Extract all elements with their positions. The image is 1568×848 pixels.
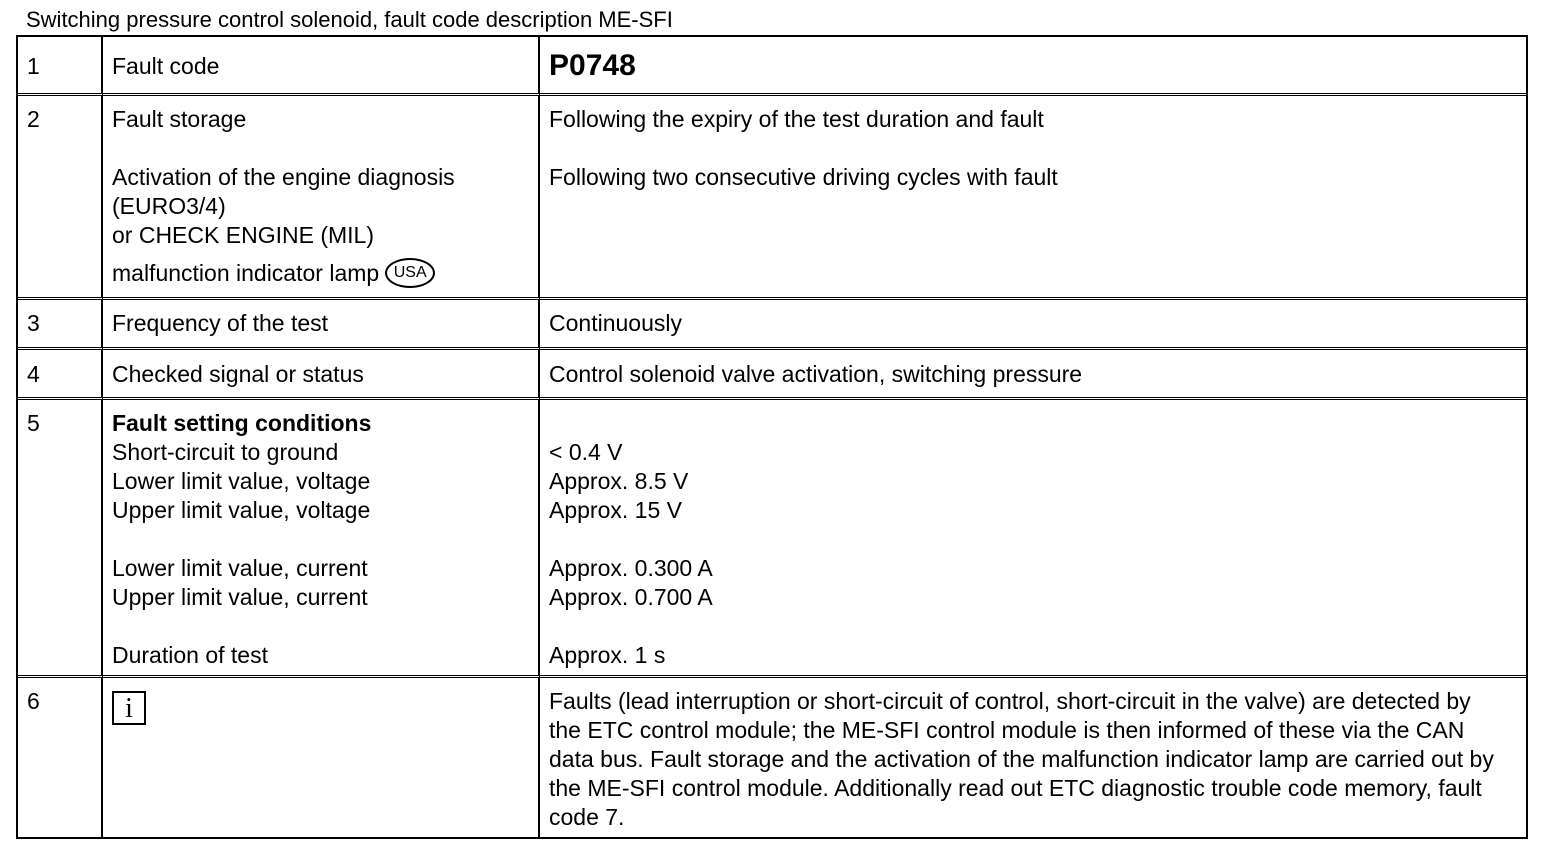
row-value xyxy=(540,400,1526,678)
fault-code-value xyxy=(540,37,1526,96)
usa-badge-icon: USA xyxy=(385,258,435,288)
row-label: Fault code xyxy=(103,37,540,96)
condition-value: < 0.4 V xyxy=(549,439,623,465)
row-number: 5 xyxy=(18,400,103,678)
condition-label: Lower limit value, voltage xyxy=(112,468,371,494)
note-text: Faults (lead interruption or short-circuit of control, short-circuit in the valve) are detected by the ETC control module; the ME-SFI control module is then informed of these via the CAN data bus. Fault storage and the activation of the malfunction indicator lamp are carried out by the ME-SFI control module. Additionally read out ETC diagnostic trouble code memory, fault code 7. xyxy=(549,688,1494,830)
table-row xyxy=(18,96,1526,300)
row-label xyxy=(103,678,540,837)
row-number: 2 xyxy=(18,96,103,300)
table-row xyxy=(18,678,1526,837)
row-label: Checked signal or status xyxy=(103,350,540,400)
table-row xyxy=(18,37,1526,96)
row-value: Control solenoid valve activation, switching pressure xyxy=(540,350,1526,400)
condition-label: Duration of test xyxy=(112,642,268,668)
value-line: Following the expiry of the test duration and fault xyxy=(549,106,1044,132)
label-line-with-badge xyxy=(112,258,538,288)
row-label xyxy=(103,400,540,678)
row-number: 6 xyxy=(18,678,103,837)
row-value xyxy=(540,678,1526,837)
conditions-heading: Fault setting conditions xyxy=(112,410,372,436)
condition-value: Approx. 0.700 A xyxy=(549,584,713,610)
row-value: Continuously xyxy=(540,300,1526,350)
row-label xyxy=(103,96,540,300)
row-label: Frequency of the test xyxy=(103,300,540,350)
row-number: 3 xyxy=(18,300,103,350)
condition-label: Upper limit value, current xyxy=(112,584,368,610)
fault-code: P0748 xyxy=(549,49,636,82)
label-line: malfunction indicator lamp xyxy=(112,260,380,286)
row-number: 1 xyxy=(18,37,103,96)
label-line: or CHECK ENGINE (MIL) xyxy=(112,222,374,248)
label-line: (EURO3/4) xyxy=(112,193,226,219)
label-line: Fault storage xyxy=(112,106,247,132)
document-title: Switching pressure control solenoid, fault code description ME-SFI xyxy=(26,7,673,32)
row-value xyxy=(540,96,1526,300)
row-number: 4 xyxy=(18,350,103,400)
table-row xyxy=(18,300,1526,350)
value-line: Following two consecutive driving cycles with fault xyxy=(549,164,1058,190)
condition-value: Approx. 8.5 V xyxy=(549,468,689,494)
condition-label: Short-circuit to ground xyxy=(112,439,339,465)
table-row xyxy=(18,350,1526,400)
fault-code-table xyxy=(16,35,1528,839)
table-row xyxy=(18,400,1526,678)
condition-label: Upper limit value, voltage xyxy=(112,497,371,523)
condition-value: Approx. 0.300 A xyxy=(549,555,713,581)
condition-value: Approx. 1 s xyxy=(549,642,666,668)
info-icon: i xyxy=(112,691,146,725)
label-line: Activation of the engine diagnosis xyxy=(112,164,455,190)
condition-value: Approx. 15 V xyxy=(549,497,682,523)
condition-label: Lower limit value, current xyxy=(112,555,368,581)
